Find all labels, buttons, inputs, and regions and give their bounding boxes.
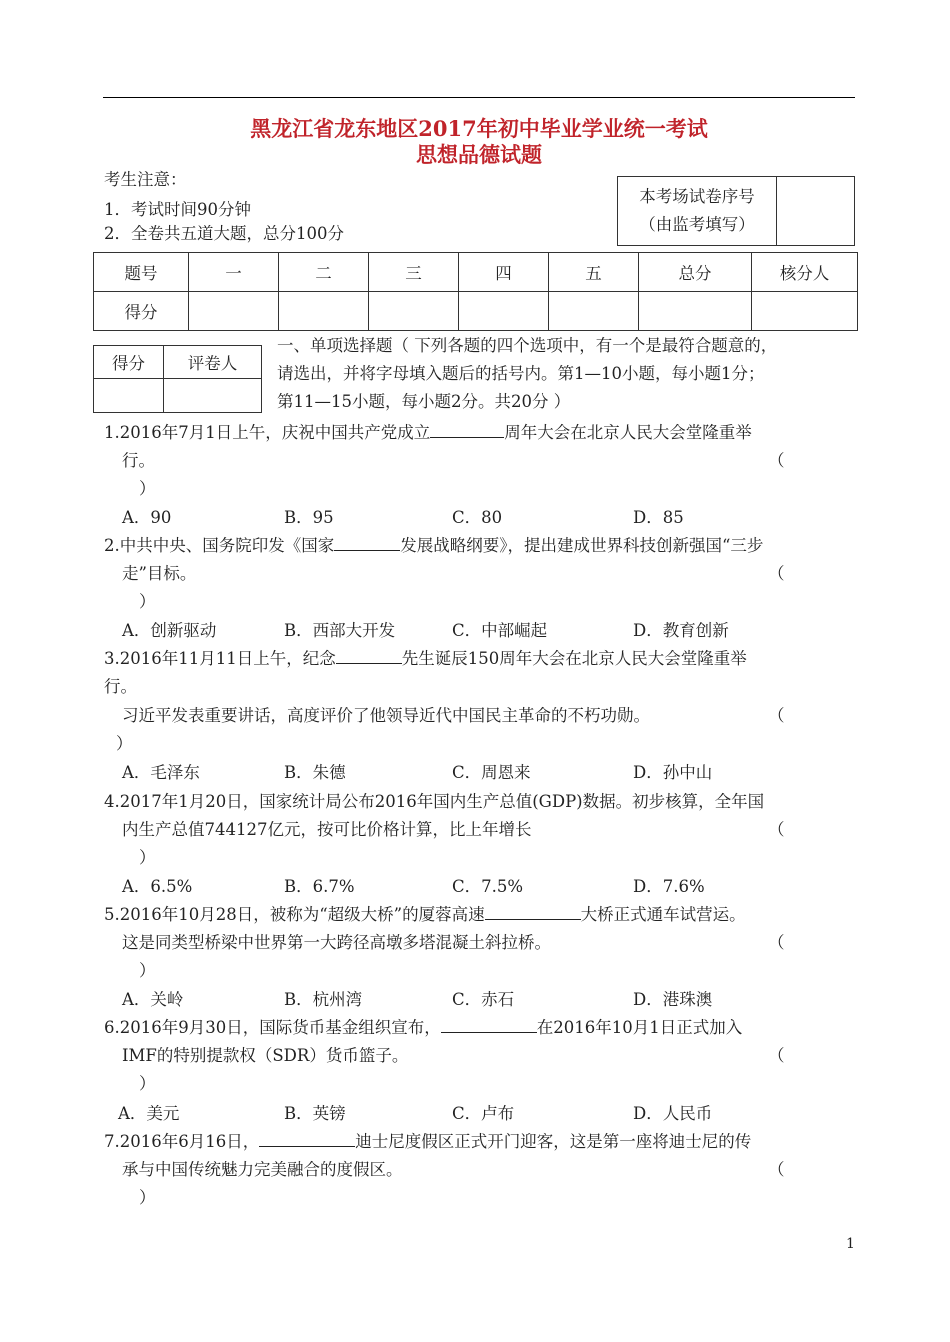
score-header: 总分 (639, 253, 752, 292)
serial-label-line2: （由监考填写） (639, 215, 755, 234)
grader-score-label: 得分 (94, 346, 164, 379)
question-4-text: 内生产总值744127亿元，按可比价格计算，比上年增长 (122, 820, 532, 839)
header-rule (103, 97, 855, 98)
answer-paren-open: （ (768, 1160, 785, 1179)
answer-blank[interactable] (441, 1016, 537, 1033)
option-a[interactable]: A．6.5% (122, 877, 193, 896)
answer-blank[interactable] (336, 647, 402, 664)
question-7-text: 承与中国传统魅力完美融合的度假区。 (122, 1160, 403, 1179)
answer-blank[interactable] (334, 534, 400, 551)
answer-paren-open: （ (768, 820, 785, 839)
answer-paren-close: ） (139, 961, 156, 980)
option-c[interactable]: C．赤石 (452, 990, 515, 1009)
grader-name-cell[interactable] (164, 379, 262, 413)
option-b[interactable]: B．西部大开发 (284, 621, 396, 640)
exam-subtitle: 思想品德试题 (416, 142, 542, 167)
option-c[interactable]: C．7.5% (452, 877, 524, 896)
grader-score-cell[interactable] (94, 379, 164, 413)
question-6-text: IMF的特别提款权（SDR）货币篮子。 (122, 1046, 409, 1065)
option-b[interactable]: B．英镑 (284, 1104, 346, 1123)
option-d[interactable]: D．港珠澳 (633, 990, 713, 1009)
answer-paren-close: ） (139, 1188, 156, 1207)
answer-paren-close: ） (139, 1074, 156, 1093)
option-c[interactable]: C．周恩来 (452, 763, 531, 782)
score-cell[interactable] (549, 292, 639, 331)
serial-box (617, 176, 855, 246)
answer-blank[interactable] (485, 903, 581, 920)
score-header: 三 (369, 253, 459, 292)
score-table (93, 252, 858, 331)
section-instruction: 第11—15小题，每小题2分。共20分 ） (277, 392, 571, 411)
grader-name-label: 评卷人 (164, 346, 262, 379)
score-cell[interactable] (369, 292, 459, 331)
option-d[interactable]: D．孙中山 (633, 763, 713, 782)
question-2-text: 走”目标。 (122, 564, 197, 583)
question-1-text: 1.2016年7月1日上午，庆祝中国共产党成立 周年大会在北京人民大会堂隆重举 (104, 423, 752, 442)
option-c[interactable]: C．中部崛起 (452, 621, 548, 640)
question-1-text: 行。 (122, 451, 155, 470)
question-3-text: 习近平发表重要讲话，高度评价了他领导近代中国民主革命的不朽功勋。 (122, 706, 650, 725)
question-3-text: 行。 (104, 677, 137, 696)
score-header: 五 (549, 253, 639, 292)
score-cell[interactable] (752, 292, 858, 331)
answer-paren-open: （ (768, 933, 785, 952)
page-number: 1 (846, 1236, 855, 1252)
score-cell[interactable] (189, 292, 279, 331)
question-2-text: 2.中共中央、国务院印发《国家 发展战略纲要》，提出建成世界科技创新强国“三步 (104, 536, 764, 555)
serial-label (618, 177, 777, 246)
answer-paren-open: （ (768, 451, 785, 470)
section-instruction: 请选出，并将字母填入题后的括号内。第1—10小题，每小题1分； (277, 364, 765, 383)
notice-item: 2．全卷共五道大题，总分100分 (104, 224, 344, 243)
exam-title: 黑龙江省龙东地区2017年初中毕业学业统一考试 (250, 116, 708, 141)
score-header: 一 (189, 253, 279, 292)
score-cell[interactable] (639, 292, 752, 331)
option-c[interactable]: C．卢布 (452, 1104, 515, 1123)
grader-box (93, 345, 262, 413)
question-4-text: 4.2017年1月20日，国家统计局公布2016年国内生产总值(GDP)数据。初步核算，全年国 (104, 792, 765, 811)
answer-blank[interactable] (430, 421, 504, 438)
section-instruction: 一、单项选择题（ 下列各题的四个选项中，有一个是最符合题意的， (277, 336, 778, 355)
score-row-label: 得分 (94, 292, 189, 331)
answer-paren-open: （ (768, 564, 785, 583)
notice-heading: 考生注意： (104, 170, 187, 189)
option-d[interactable]: D．7.6% (633, 877, 705, 896)
option-a[interactable]: A．美元 (118, 1104, 180, 1123)
notice-item: 1．考试时间90分钟 (104, 200, 251, 219)
answer-paren-open: （ (768, 1046, 785, 1065)
option-b[interactable]: B．95 (284, 508, 334, 527)
question-5-text: 5.2016年10月28日，被称为“超级大桥”的厦蓉高速 大桥正式通车试营运。 (104, 905, 746, 924)
option-a[interactable]: A．关岭 (122, 990, 184, 1009)
score-cell[interactable] (459, 292, 549, 331)
option-b[interactable]: B．杭州湾 (284, 990, 363, 1009)
question-5-text: 这是同类型桥梁中世界第一大跨径高墩多塔混凝土斜拉桥。 (122, 933, 551, 952)
score-header: 核分人 (752, 253, 858, 292)
option-a[interactable]: A．90 (122, 508, 172, 527)
answer-paren-close: ） (116, 734, 133, 753)
answer-paren-open: （ (768, 706, 785, 725)
score-cell[interactable] (279, 292, 369, 331)
score-header: 题号 (94, 253, 189, 292)
score-header: 四 (459, 253, 549, 292)
option-d[interactable]: D．85 (633, 508, 684, 527)
option-a[interactable]: A．创新驱动 (122, 621, 217, 640)
option-b[interactable]: B．6.7% (284, 877, 355, 896)
option-a[interactable]: A．毛泽东 (122, 763, 200, 782)
option-c[interactable]: C．80 (452, 508, 503, 527)
option-d[interactable]: D．教育创新 (633, 621, 729, 640)
serial-label-line1: 本考场试卷序号 (639, 187, 755, 206)
question-7-text: 7.2016年6月16日， 迪士尼度假区正式开门迎客，这是第一座将迪士尼的传 (104, 1132, 752, 1151)
answer-blank[interactable] (259, 1130, 355, 1147)
score-header: 二 (279, 253, 369, 292)
answer-paren-close: ） (139, 479, 156, 498)
option-b[interactable]: B．朱德 (284, 763, 346, 782)
question-6-text: 6.2016年9月30日，国际货币基金组织宣布， 在2016年10月1日正式加入 (104, 1018, 743, 1037)
answer-paren-close: ） (139, 592, 156, 611)
serial-number-field[interactable] (777, 177, 855, 246)
answer-paren-close: ） (139, 848, 156, 867)
option-d[interactable]: D．人民币 (633, 1104, 713, 1123)
question-3-text: 3.2016年11月11日上午，纪念 先生诞辰150周年大会在北京人民大会堂隆重举 (104, 649, 747, 668)
